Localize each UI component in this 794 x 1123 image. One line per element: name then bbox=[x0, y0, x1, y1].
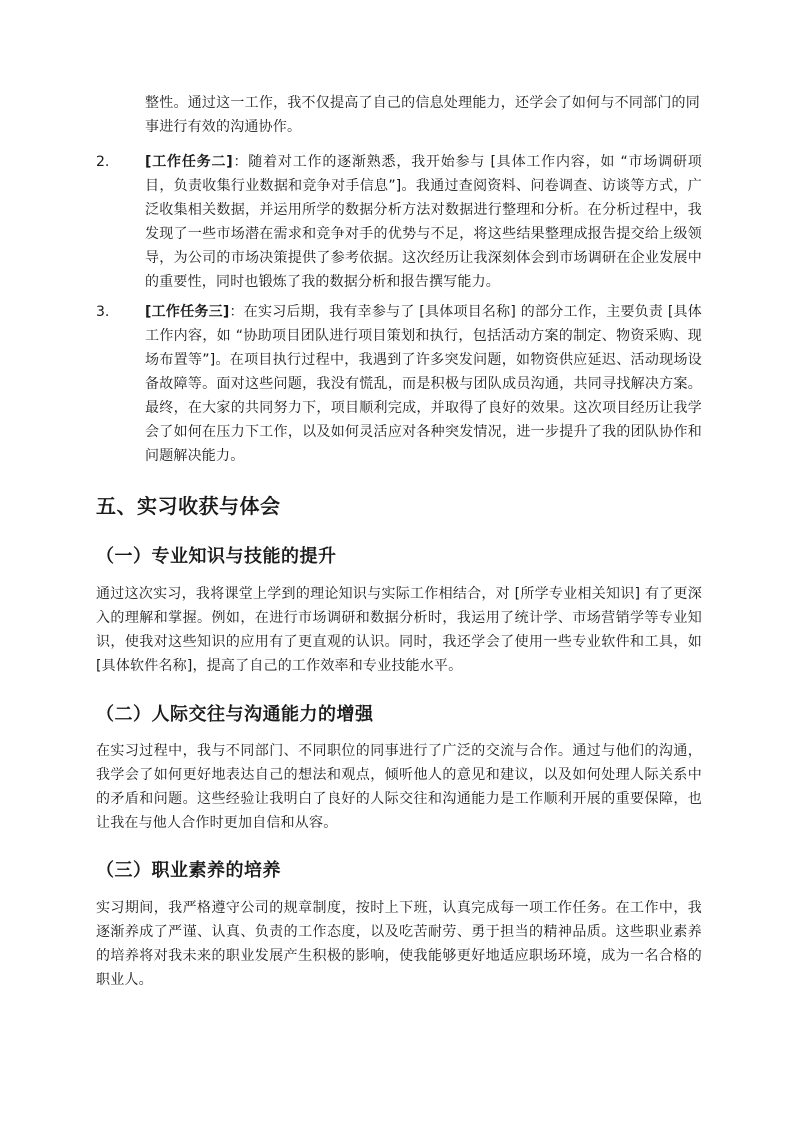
task-label: [工作任务二] bbox=[145, 154, 233, 170]
section-heading: 五、实习收获与体会 bbox=[96, 494, 281, 518]
task-label: [工作任务三] bbox=[145, 304, 230, 320]
subsection-heading-3: （三）职业素养的培养 bbox=[96, 860, 281, 881]
subsection-paragraph-2: 在实习过程中，我与不同部门、不同职位的同事进行了广泛的交流与合作。通过与他们的沟通，我学会了如何更好地表达自己的想法和观点，倾听他人的意见和建议，以及如何处理人际关系中的矛盾和问题。这些经验让我明白了良好的人际交往和沟通能力是工作顺利开展的重要保障，也让我在与他人合作时更加自信和从容。 bbox=[96, 743, 702, 831]
list-item-text bbox=[145, 300, 702, 468]
subsection-heading-1: （一）专业知识与技能的提升 bbox=[96, 546, 337, 567]
subsection-heading-2: （二）人际交往与沟通能力的增强 bbox=[96, 704, 374, 725]
task-description: ：随着对工作的逐渐熟悉，我开始参与 [具体工作内容，如 “市场调研项目，负责收集行业数据和竞争对手信息”]。我通过查阅资料、问卷调查、访谈等方式，广泛收集相关数据，并运用所学的数据分析方法对数据进行整理和分析。在分析过程中，我发现了一些市场潜在需求和竞争对手的优势与不足，将这些结果整理成报告提交给上级领导，为公司的市场决策提供了参考依据。这次经历让我深刻体会到市场调研在企业发展中的重要性，同时也锻炼了我的数据分析和报告撰写能力。 bbox=[145, 154, 702, 290]
continuation-paragraph: 整性。通过这一工作，我不仅提高了自己的信息处理能力，还学会了如何与不同部门的同事进行有效的沟通协作。 bbox=[145, 95, 700, 135]
subsection-paragraph-3: 实习期间，我严格遵守公司的规章制度，按时上下班，认真完成每一项工作任务。在工作中，我逐渐养成了严谨、认真、负责的工作态度，以及吃苦耐劳、勇于担当的精神品质。这些职业素养的培养将对我未来的职业发展产生积极的影响，使我能够更好地适应职场环境，成为一名合格的职业人。 bbox=[96, 900, 702, 988]
list-item-text bbox=[145, 150, 702, 294]
task-description: ：在实习后期，我有幸参与了 [具体项目名称] 的部分工作，主要负责 [具体工作内容，如 “协助项目团队进行项目策划和执行，包括活动方案的制定、物资采购、现场布置等”]。在项目执行过程中，我遇到了许多突发问题，如物资供应延迟、活动现场设备故障等。面对这些问题，我没有慌乱，而是积极与团队成员沟通，共同寻找解决方案。最终，在大家的共同努力下，项目顺利完成，并取得了良好的效果。这次项目经历让我学会了如何在压力下工作，以及如何灵活应对各种突发情况，进一步提升了我的团队协作和问题解决能力。 bbox=[145, 304, 702, 464]
subsection-paragraph-1: 通过这次实习，我将课堂上学到的理论知识与实际工作相结合，对 [所学专业相关知识] 有了更深入的理解和掌握。例如，在进行市场调研和数据分析时，我运用了统计学、市场营销学等专业知识，使我对这些知识的应用有了更直观的认识。同时，我还学会了使用一些专业软件和工具，如 [具体软件名称]，提高了自己的工作效率和专业技能水平。 bbox=[96, 586, 702, 674]
list-item-number: 2. bbox=[96, 154, 110, 170]
list-item-number: 3. bbox=[96, 304, 110, 320]
